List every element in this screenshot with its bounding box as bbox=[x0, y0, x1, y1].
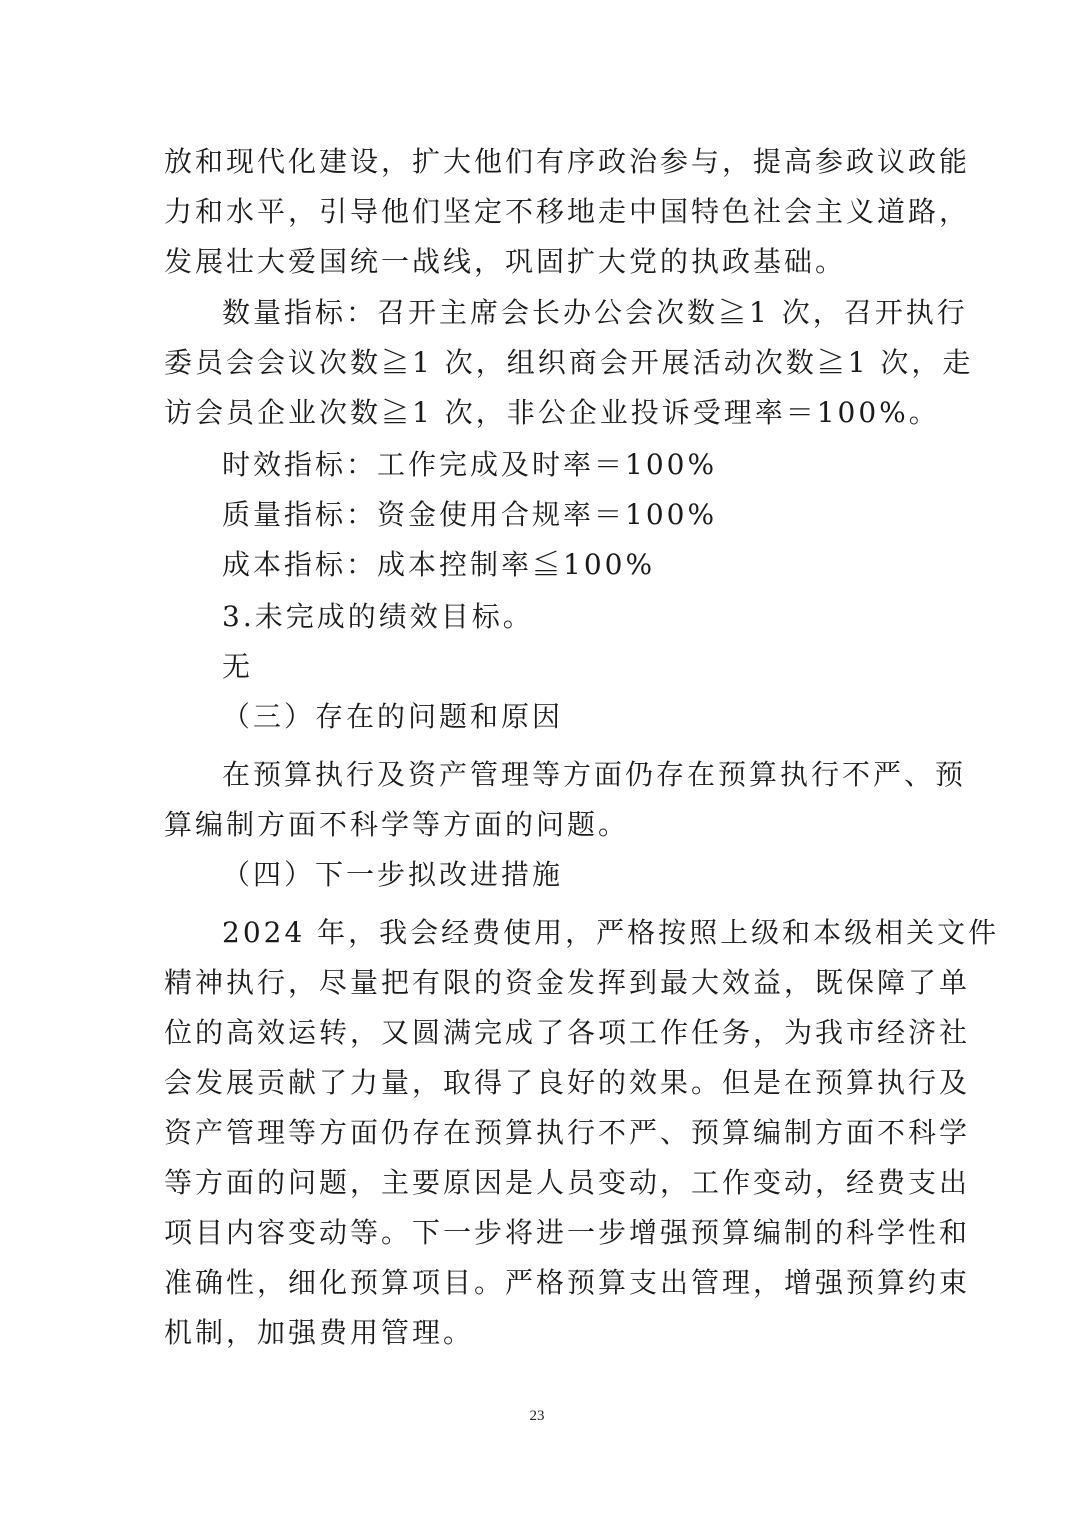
paragraph-line: 发展壮大爱国统一战线，巩固扩大党的执政基础。 bbox=[164, 245, 847, 278]
paragraph-line: 力和水平，引导他们坚定不移地走中国特色社会主义道路， bbox=[164, 195, 971, 228]
paragraph-line: 等方面的问题，主要原因是人员变动，工作变动，经费支出 bbox=[164, 1166, 971, 1199]
paragraph-line: 2024 年，我会经费使用，严格按照上级和本级相关文件 bbox=[222, 916, 1000, 949]
body-text: 无 bbox=[222, 650, 254, 683]
paragraph-line: 会发展贡献了力量，取得了良好的效果。但是在预算执行及 bbox=[164, 1066, 971, 1099]
page-number: 23 bbox=[529, 1408, 545, 1424]
quantity-indicator-line: 委员会会议次数≧1 次，组织商会开展活动次数≧1 次，走 bbox=[164, 346, 974, 379]
paragraph-line: 资产管理等方面仍存在预算执行不严、预算编制方面不科学 bbox=[164, 1116, 971, 1149]
paragraph-line: 放和现代化建设，扩大他们有序政治参与，提高参政议政能 bbox=[164, 145, 971, 178]
section-heading: （四）下一步拟改进措施 bbox=[222, 858, 564, 891]
paragraph-line: 机制，加强费用管理。 bbox=[164, 1316, 475, 1349]
quantity-indicator-line: 访会员企业次数≧1 次，非公企业投诉受理率＝100%。 bbox=[164, 396, 940, 429]
paragraph-line: 在预算执行及资产管理等方面仍存在预算执行不严、预 bbox=[222, 758, 967, 791]
paragraph-line: 精神执行，尽量把有限的资金发挥到最大效益，既保障了单 bbox=[164, 966, 971, 999]
cost-indicator: 成本指标：成本控制率≦100% bbox=[222, 548, 656, 581]
timeliness-indicator: 时效指标：工作完成及时率＝100% bbox=[222, 448, 718, 481]
paragraph-line: 算编制方面不科学等方面的问题。 bbox=[164, 808, 630, 841]
section-heading: 3.未完成的绩效目标。 bbox=[222, 600, 534, 633]
quality-indicator: 质量指标：资金使用合规率＝100% bbox=[222, 498, 718, 531]
paragraph-line: 位的高效运转，又圆满完成了各项工作任务，为我市经济社 bbox=[164, 1016, 971, 1049]
paragraph-line: 项目内容变动等。下一步将进一步增强预算编制的科学性和 bbox=[164, 1216, 971, 1249]
section-heading: （三）存在的问题和原因 bbox=[222, 700, 564, 733]
paragraph-line: 准确性，细化预算项目。严格预算支出管理，增强预算约束 bbox=[164, 1266, 971, 1299]
quantity-indicator-line: 数量指标：召开主席会长办公会次数≧1 次，召开执行 bbox=[222, 296, 968, 329]
